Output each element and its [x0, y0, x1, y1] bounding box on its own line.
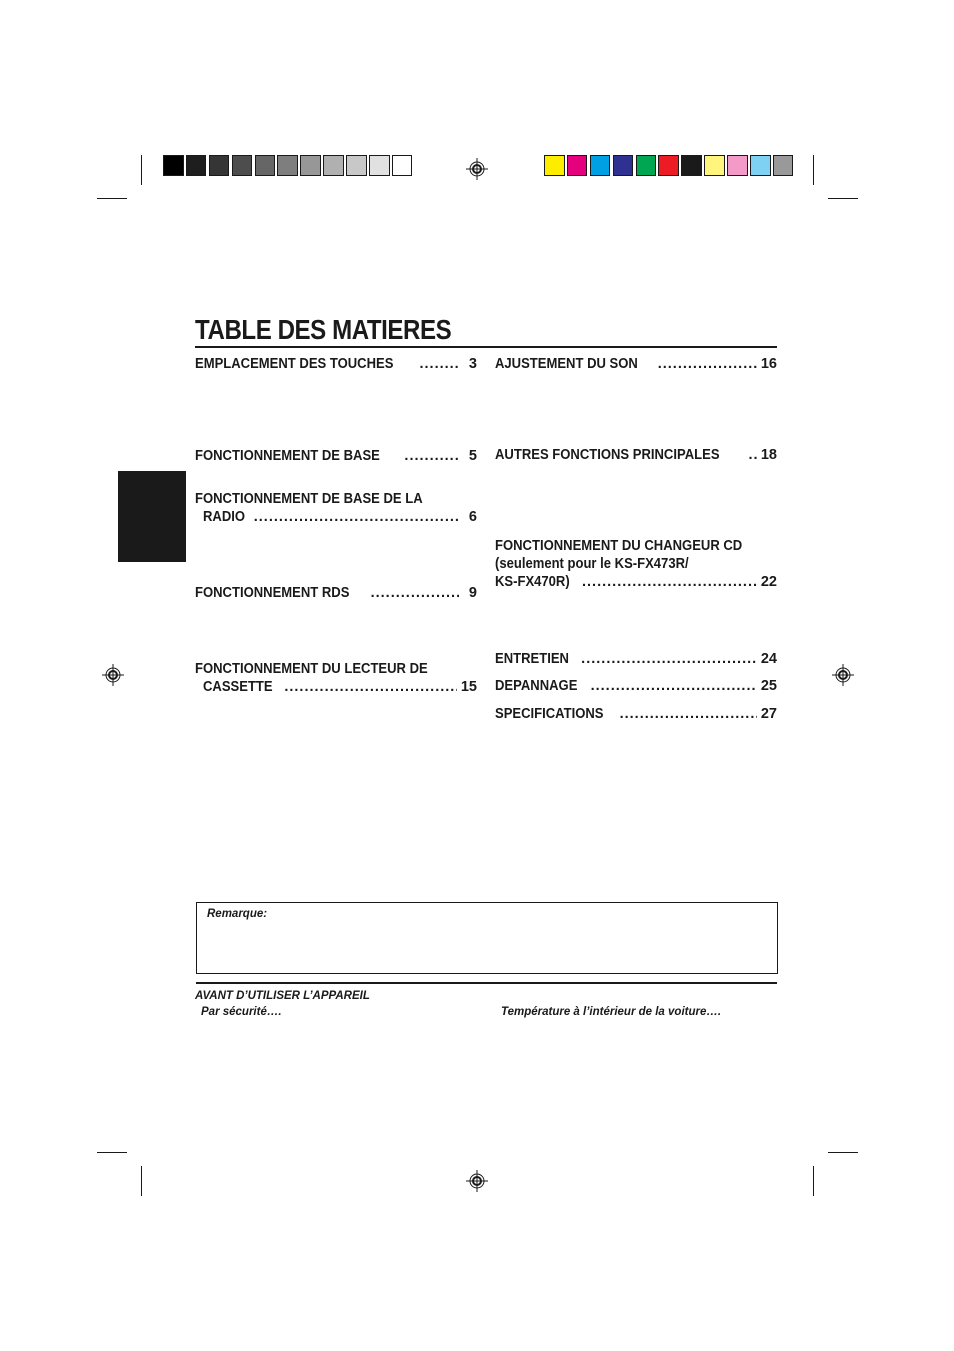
toc-entry[interactable] — [495, 677, 777, 695]
toc-leader — [371, 584, 459, 602]
color-swatch — [613, 155, 634, 176]
section-heading: AVANT D’UTILISER L’APPAREIL — [195, 990, 370, 1002]
toc-leader — [284, 678, 457, 696]
color-swatch — [773, 155, 794, 176]
toc-page-number: 25 — [760, 678, 777, 694]
toc-entry[interactable] — [195, 447, 477, 465]
toc-entry-label: EMPLACEMENT DES TOUCHES — [195, 356, 394, 372]
toc-page-number: 22 — [760, 574, 777, 590]
process-color-bar — [544, 155, 796, 176]
note-title: Remarque: — [207, 908, 268, 920]
toc-page-number: 16 — [760, 356, 777, 372]
toc-leader — [582, 573, 757, 591]
crop-mark — [813, 1166, 814, 1196]
section-divider — [196, 982, 777, 984]
color-swatch — [544, 155, 565, 176]
color-swatch — [392, 155, 413, 176]
toc-entry-label: FONCTIONNEMENT DU CHANGEUR CD — [495, 538, 743, 554]
toc-page-number: 27 — [760, 706, 777, 722]
toc-entry-label: FONCTIONNEMENT DU LECTEUR DE — [195, 661, 428, 677]
toc-page-number: 5 — [468, 448, 477, 464]
registration-mark-icon — [832, 664, 854, 686]
toc-entry[interactable] — [495, 355, 777, 373]
toc-leader — [620, 705, 757, 723]
color-swatch — [300, 155, 321, 176]
toc-entry-label: FONCTIONNEMENT DE BASE — [195, 448, 380, 464]
color-swatch — [681, 155, 702, 176]
toc-entry[interactable] — [495, 705, 777, 723]
toc-page-number: 24 — [760, 651, 777, 667]
crop-mark — [141, 1166, 142, 1196]
crop-mark — [97, 1152, 127, 1153]
registration-mark-icon — [466, 158, 488, 180]
toc-entry-label: AJUSTEMENT DU SON — [495, 356, 638, 372]
page-title: TABLE DES MATIERES — [195, 314, 452, 345]
toc-entry-label: (seulement pour le KS-FX473R/ — [495, 556, 689, 572]
toc-entry[interactable] — [495, 446, 777, 464]
toc-entry[interactable] — [495, 650, 777, 668]
toc-entry-label: ENTRETIEN — [495, 651, 569, 667]
crop-mark — [97, 198, 127, 199]
toc-leader — [254, 508, 459, 526]
crop-mark — [141, 155, 142, 185]
color-swatch — [255, 155, 276, 176]
note-box — [196, 902, 778, 974]
toc-page-number: 6 — [468, 509, 477, 525]
toc-leader — [658, 355, 757, 373]
color-swatch — [658, 155, 679, 176]
color-swatch — [209, 155, 230, 176]
toc-entry-label: DEPANNAGE — [495, 678, 578, 694]
toc-page-number: 15 — [460, 679, 477, 695]
toc-leader — [581, 650, 757, 668]
toc-page-number: 9 — [468, 585, 477, 601]
safety-text: Par sécurité…. — [201, 1006, 282, 1018]
toc-entry-label: FONCTIONNEMENT DE BASE DE LA — [195, 491, 423, 507]
toc-entry-label: AUTRES FONCTIONS PRINCIPALES — [495, 447, 720, 463]
toc-leader — [591, 677, 757, 695]
color-swatch — [369, 155, 390, 176]
toc-entry-label: SPECIFICATIONS — [495, 706, 604, 722]
crop-mark — [813, 155, 814, 185]
toc-leader — [419, 355, 459, 373]
color-swatch — [590, 155, 611, 176]
toc-entry[interactable] — [195, 490, 477, 526]
grayscale-color-bar — [163, 155, 415, 176]
color-swatch — [186, 155, 207, 176]
color-swatch — [727, 155, 748, 176]
crop-mark — [828, 1152, 858, 1153]
toc-page-number: 18 — [760, 447, 777, 463]
color-swatch — [636, 155, 657, 176]
color-swatch — [346, 155, 367, 176]
color-swatch — [750, 155, 771, 176]
toc-entry[interactable] — [195, 660, 477, 696]
language-tab — [118, 471, 186, 562]
color-swatch — [232, 155, 253, 176]
registration-mark-icon — [466, 1170, 488, 1192]
toc-entry[interactable] — [495, 537, 777, 591]
registration-mark-icon — [102, 664, 124, 686]
color-swatch — [704, 155, 725, 176]
toc-page-number: 3 — [468, 356, 477, 372]
color-swatch — [567, 155, 588, 176]
color-swatch — [323, 155, 344, 176]
toc-entry-label: RADIO — [203, 509, 246, 525]
toc-entry-label: CASSETTE — [203, 679, 273, 695]
toc-entry[interactable] — [195, 355, 477, 373]
color-swatch — [277, 155, 298, 176]
toc-entry[interactable] — [195, 584, 477, 602]
temperature-text: Température à l’intérieur de la voiture…. — [501, 1006, 722, 1018]
toc-leader — [404, 447, 459, 465]
title-divider — [195, 346, 777, 348]
color-swatch — [163, 155, 184, 176]
crop-mark — [828, 198, 858, 199]
toc-leader — [748, 446, 756, 464]
toc-entry-label: KS-FX470R) — [495, 574, 570, 590]
toc-entry-label: FONCTIONNEMENT RDS — [195, 585, 350, 601]
